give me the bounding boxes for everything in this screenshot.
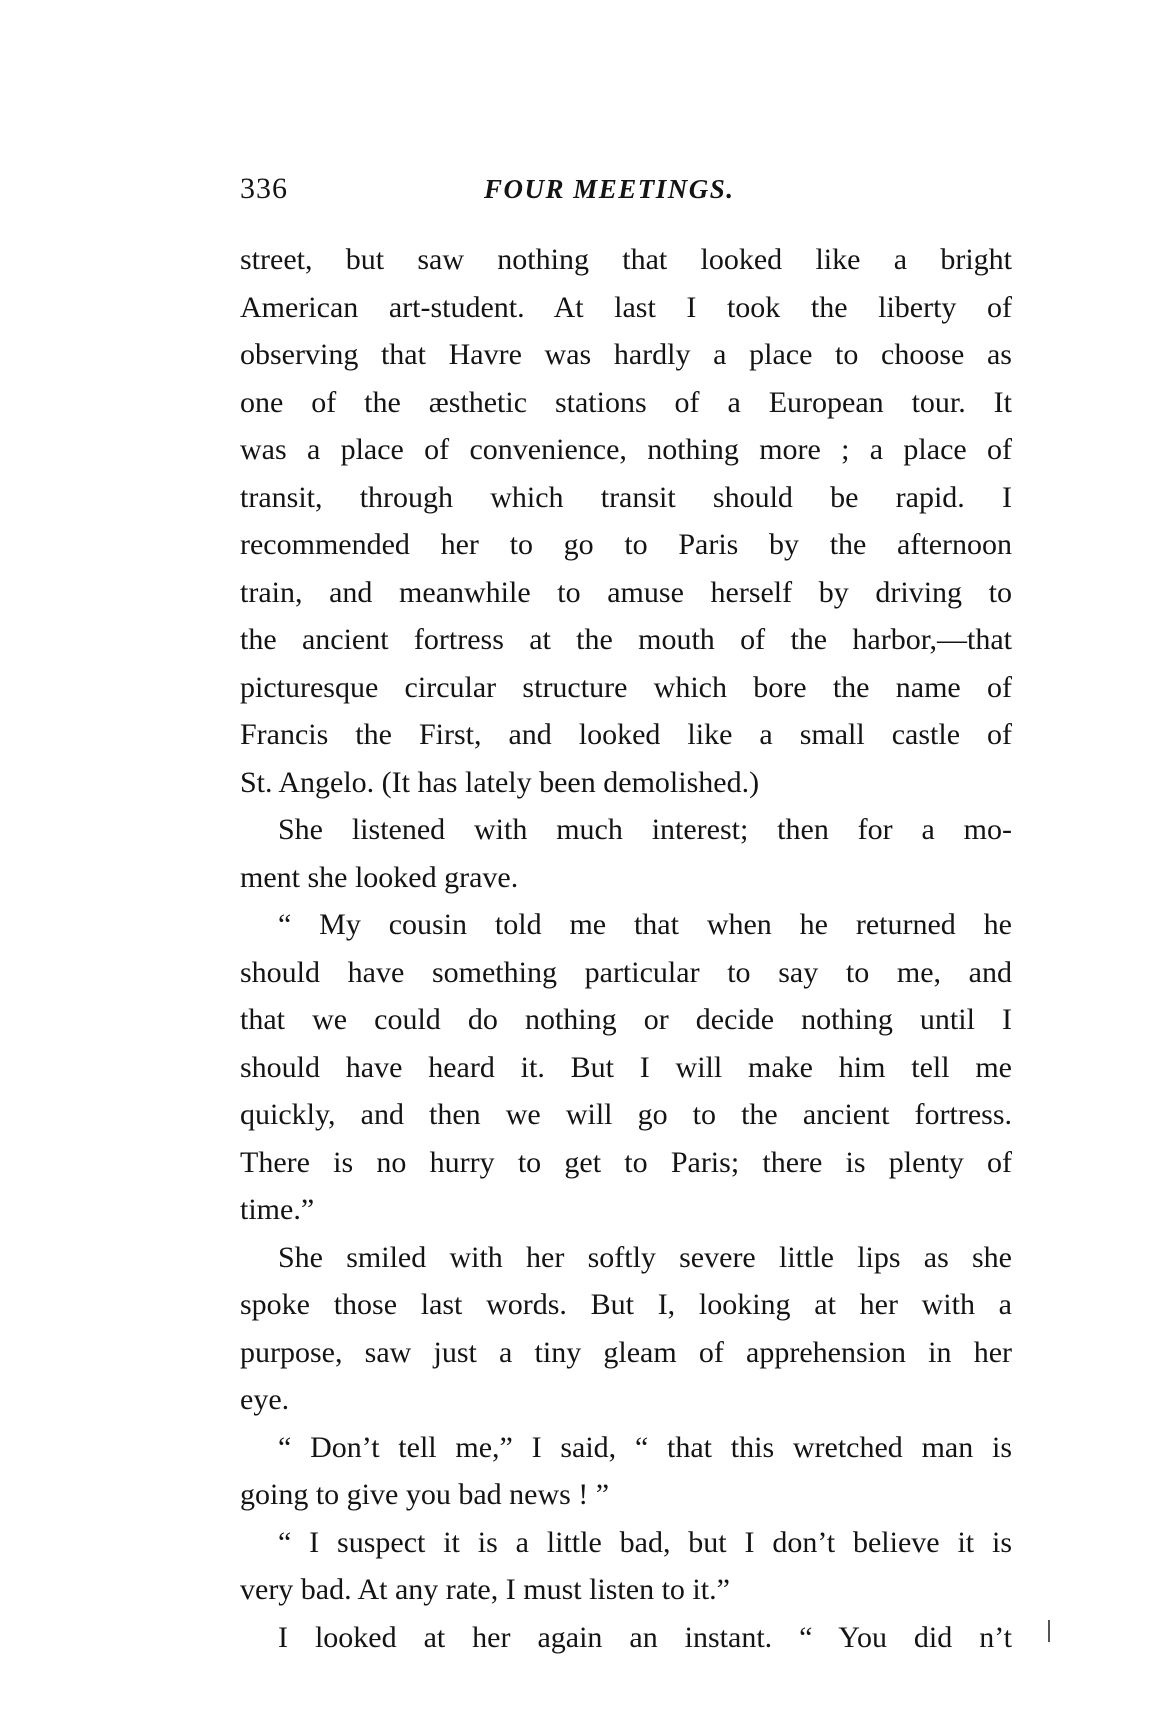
text-line: Francis the First, and looked like a small castle of	[240, 718, 1012, 751]
text-line: train, and meanwhile to amuse herself by driving to	[240, 575, 1012, 609]
text-line: “ My cousin told me that when he returned he	[278, 908, 1012, 941]
text-line: purpose, saw just a tiny gleam of apprehension in her	[240, 1335, 1012, 1369]
text-line: should have something particular to say to me, and	[240, 955, 1012, 989]
text-line: quickly, and then we will go to the ancient fortress.	[240, 1098, 1012, 1131]
text-line: “ Don’t tell me,” I said, “ that this wretched man is	[278, 1430, 1012, 1464]
text-line: that we could do nothing or decide nothing until I	[240, 1003, 1012, 1036]
text-line: “ I suspect it is a little bad, but I don’t believe it is	[278, 1525, 1012, 1559]
text-line: street, but saw nothing that looked like a bright	[240, 243, 1012, 276]
text-line: recommended her to go to Paris by the afternoon	[240, 528, 1012, 561]
text-line: should have heard it. But I will make him tell me	[240, 1050, 1012, 1084]
text-line: She listened with much interest; then for a mo-	[278, 813, 1012, 846]
text-line: observing that Havre was hardly a place to choose as	[240, 338, 1012, 371]
text-line: ment she looked grave.	[240, 860, 519, 894]
text-line: picturesque circular structure which bore the name of	[240, 670, 1012, 704]
text-line: the ancient fortress at the mouth of the harbor,—that	[240, 623, 1012, 656]
text-line: one of the æsthetic stations of a European tour. It	[240, 385, 1012, 419]
text-line: St. Angelo. (It has lately been demolished.)	[240, 765, 760, 799]
text-line: There is no hurry to get to Paris; there is plenty of	[240, 1145, 1012, 1179]
text-line: going to give you bad news ! ”	[240, 1478, 610, 1511]
text-line: She smiled with her softly severe little lips as she	[278, 1240, 1012, 1274]
text-line: eye.	[240, 1383, 290, 1416]
text-line: was a place of convenience, nothing more ; a place of	[240, 433, 1012, 466]
page-number: 336	[240, 172, 288, 205]
scan-edge-mark	[1048, 1620, 1050, 1642]
text-line: transit, through which transit should be rapid. I	[240, 480, 1012, 514]
text-line: very bad. At any rate, I must listen to it.”	[240, 1573, 730, 1606]
text-line: spoke those last words. But I, looking at her with a	[240, 1288, 1012, 1321]
running-head	[240, 172, 1012, 212]
running-title: FOUR MEETINGS.	[484, 174, 735, 204]
text-line: time.”	[240, 1193, 315, 1226]
body-text	[240, 236, 1012, 1661]
text-line: I looked at her again an instant. “ You did n’t	[278, 1620, 1012, 1654]
text-line: American art-student. At last I took the liberty of	[240, 290, 1012, 324]
